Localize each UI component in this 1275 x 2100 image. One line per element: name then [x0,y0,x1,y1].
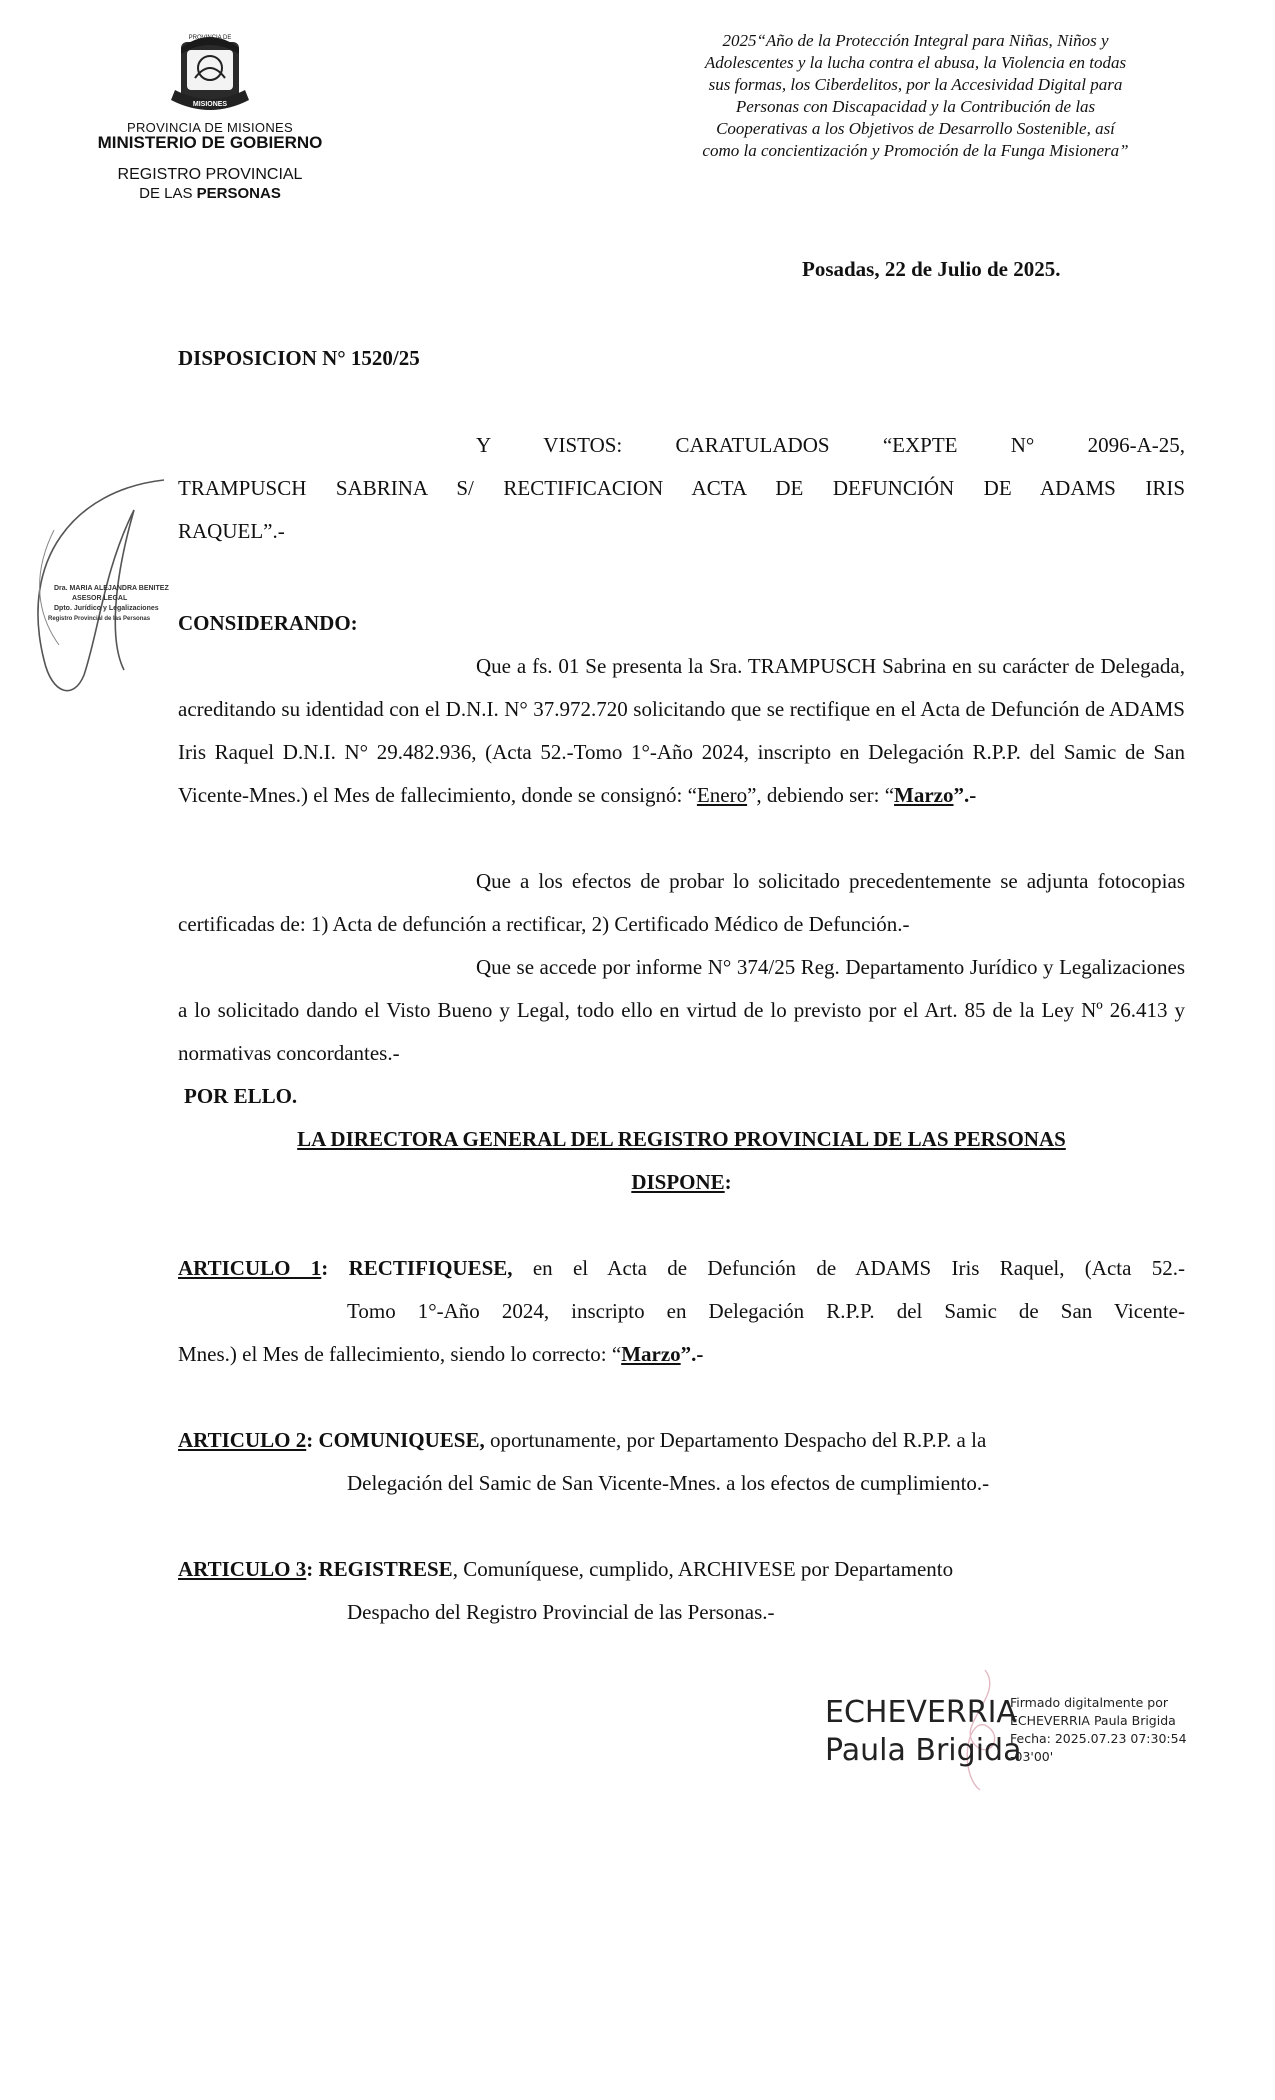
vistos-line-3: RAQUEL”.- [178,519,285,543]
article-1-line-2: Tomo 1°-Año 2024, inscripto en Delegación R.P.P. del Samic de San Vicente- [347,1299,1185,1323]
legal-advisor-stamp [14,470,174,705]
article-1-line-3 [178,1333,1185,1376]
considerando-paragraph-1 [178,645,1185,817]
p1-correct-value: Marzo [894,783,954,807]
p1-end: ”.- [953,783,977,807]
article-1-end: ”.- [680,1342,704,1366]
article-3-keyword: REGISTRESE [318,1557,453,1581]
article-1-text-1: en el Acta de Defunción de ADAMS Iris Raquel, (Acta 52.- [512,1256,1185,1280]
considerando-paragraph-2: Que a los efectos de probar lo solicitado precedentemente se adjunta fotocopias certificadas de: 1) Acta de defunción a rectificar, 2) Certificado Médico de Defunción.- [178,869,1185,936]
dispone-heading: DISPONE: [631,1170,732,1194]
vistos-section [178,424,1185,553]
motto-line: como la concientización y Promoción de la Funga Misionera” [702,141,1129,160]
document-date: Posadas, 22 de Julio de 2025. [802,257,1061,281]
registry-line-2 [0,185,420,202]
crest-text-bottom: MISIONES [192,101,228,108]
motto-line: Adolescentes y la lucha contra el abusa, la Violencia en todas [704,53,1127,72]
motto-line: Personas con Discapacidad y la Contribución de las [735,97,1096,116]
signer-name-line-2: Paula Brigida [825,1733,1022,1768]
registry-line-2-bold: PERSONAS [196,185,281,202]
article-1-line-1: ARTICULO 1: RECTIFIQUESE, en el Acta de Defunción de ADAMS Iris Raquel, (Acta 52.- [178,1256,1185,1280]
signature-info-line: Firmado digitalmente por [1010,1695,1168,1710]
motto-line: sus formas, los Ciberdelitos, por la Accesividad Digital para [708,75,1123,94]
article-1 [178,1247,1185,1376]
signer-name [825,1694,1021,1770]
signature-info-line: Fecha: 2025.07.23 07:30:54 [1010,1731,1187,1746]
motto-line: Cooperativas a los Objetivos de Desarrollo Sostenible, así [716,119,1115,138]
year-motto [648,30,1183,162]
article-3 [178,1548,1185,1634]
stamp-line-2: ASESOR LEGAL [72,595,128,602]
registry-line-2-prefix: DE LAS [139,185,197,202]
vistos-line-2: TRAMPUSCH SABRINA S/ RECTIFICACION ACTA DE DEFUNCIÓN DE ADAMS IRIS [178,476,1185,500]
article-3-line-2: Despacho del Registro Provincial de las Personas.- [347,1600,775,1624]
registry-line-1: REGISTRO PROVINCIAL [117,166,303,183]
article-1-text-3: Mnes.) el Mes de fallecimiento, siendo lo correcto: “ [178,1342,622,1366]
article-3-line-1: ARTICULO 3: REGISTRESE, Comuníquese, cumplido, ARCHIVESE por Departamento [178,1557,954,1581]
dispone-word: DISPONE [631,1170,725,1194]
considerando-heading: CONSIDERANDO: [178,611,358,635]
stamp-line-4: Registro Provincial de las Personas [48,616,151,622]
directora-heading: LA DIRECTORA GENERAL DEL REGISTRO PROVINCIAL DE LAS PERSONAS [297,1127,1066,1151]
article-1-label: ARTICULO 1 [178,1256,322,1280]
article-2-label: ARTICULO 2 [178,1428,307,1452]
por-ello: POR ELLO. [184,1084,298,1108]
article-2-line-1: ARTICULO 2: COMUNIQUESE, oportunamente, por Departamento Despacho del R.P.P. a la [178,1428,987,1452]
signature-info-line: ECHEVERRIA Paula Brigida [1010,1713,1176,1728]
article-2-text-1: oportunamente, por Departamento Despacho del R.P.P. a la [484,1428,987,1452]
crest-text-top: PROVINCIA DE [188,35,232,41]
stamp-line-1: Dra. MARIA ALEJANDRA BENITEZ [54,585,169,592]
province-crest-logo [165,28,255,116]
signature-info [1010,1694,1187,1766]
p1-wrong-value: Enero [696,783,748,807]
ministry-name: MINISTERIO DE GOBIERNO [97,133,323,152]
article-3-label: ARTICULO 3 [178,1557,307,1581]
p1-text: Que a fs. 01 Se presenta la Sra. TRAMPUSCH Sabrina en su carácter de Delegada, acreditando su identidad con el D.N.I. N° 37.972.720 solicitando que se rectifique en el Acta de Defunción de ADAMS Iris Raquel D.N.I. N° 29.482.936, (Acta 52.-Tomo 1°-Año 2024, inscripto en Delegación R.P.P. del Samic de San Vicente-Mnes.) el Mes de fallecimiento, donde se consignó: “ [178,654,1185,807]
article-3-text-1: , Comuníquese, cumplido, ARCHIVESE por Departamento [452,1557,954,1581]
p1-mid: ”, debiendo ser: “ [747,783,895,807]
motto-line: 2025“Año de la Protección Integral para Niñas, Niños y [722,31,1109,50]
province-name: PROVINCIA DE MISIONES [127,120,293,135]
stamp-line-3: Dpto. Jurídico y Legalizaciones [54,605,159,612]
vistos-line-1: Y VISTOS: CARATULADOS “EXPTE N° 2096-A-25, [476,433,1185,457]
disposition-number: DISPOSICION N° 1520/25 [178,346,420,370]
article-1-value: Marzo [621,1342,681,1366]
considerando-paragraph-3: Que se accede por informe N° 374/25 Reg. Departamento Jurídico y Legalizaciones a lo solicitado dando el Visto Bueno y Legal, todo ello en virtud de lo previsto por el Art. 85 de la Ley Nº 26.413 y normativas concordantes.- [178,955,1185,1065]
article-2-line-2: Delegación del Samic de San Vicente-Mnes. a los efectos de cumplimiento.- [347,1471,990,1495]
article-2 [178,1419,1185,1505]
article-2-keyword: COMUNIQUESE, [318,1428,485,1452]
article-1-keyword: RECTIFIQUESE, [348,1256,513,1280]
signer-name-line-1: ECHEVERRIA [825,1695,1017,1730]
signature-info-line: -03'00' [1010,1749,1054,1764]
